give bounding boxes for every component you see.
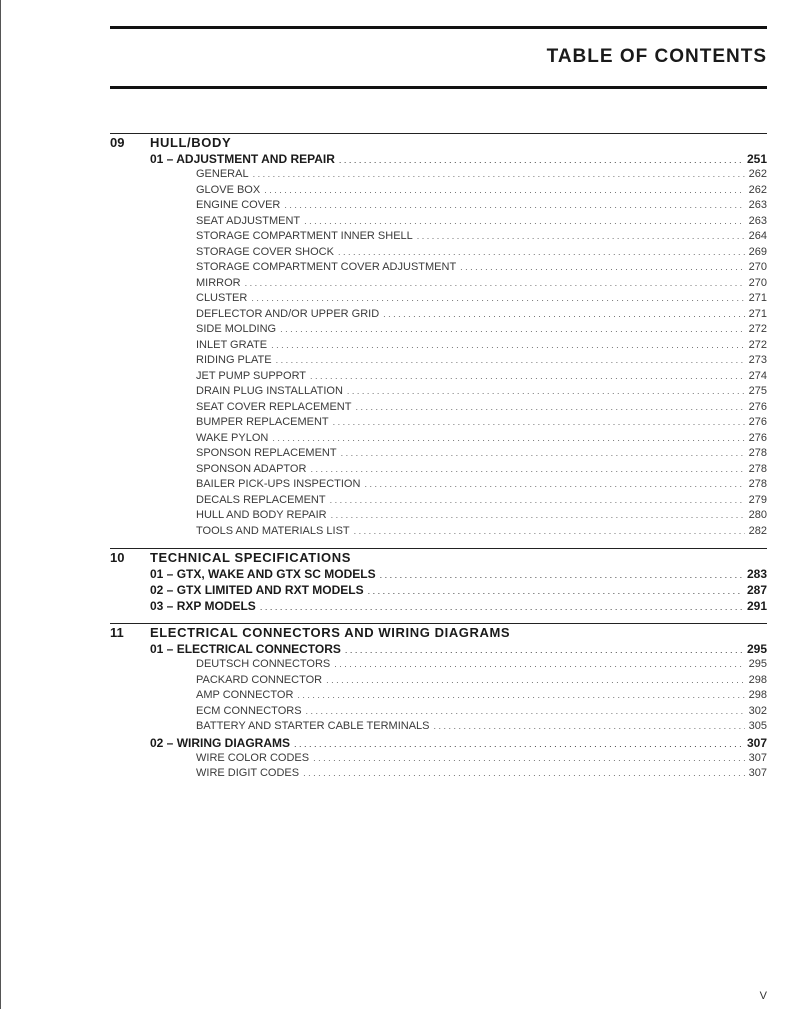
subsection-page-number: 278 <box>748 462 767 475</box>
subsection-label: ENGINE COVER <box>196 199 281 211</box>
subsection-label: SPONSON ADAPTOR <box>196 462 307 475</box>
chapter-label: 01 – GTX, WAKE AND GTX SC MODELS <box>150 567 376 581</box>
subsection-page-number: 307 <box>748 767 767 779</box>
subsection-label: SIDE MOLDING <box>196 323 277 335</box>
dot-leader <box>434 719 745 735</box>
subsection-label: SEAT COVER REPLACEMENT <box>196 400 352 413</box>
dot-leader <box>251 291 744 307</box>
subsection-entry[interactable] <box>196 673 767 689</box>
toc-section <box>110 133 767 539</box>
subsection-label: BAILER PICK-UPS INSPECTION <box>196 478 361 490</box>
subsection-entry[interactable] <box>196 260 767 276</box>
subsection-entry[interactable] <box>196 167 767 183</box>
subsection-label: WIRE COLOR CODES <box>196 751 310 764</box>
subsection-entry[interactable] <box>196 477 767 493</box>
subsection-entry[interactable] <box>196 508 767 524</box>
subsection-page-number: 271 <box>748 307 767 320</box>
dot-leader <box>331 508 745 524</box>
section-heading <box>110 135 767 151</box>
subsection-entry[interactable] <box>196 493 767 509</box>
subsection-page-number: 279 <box>748 493 767 506</box>
dot-leader <box>368 583 743 599</box>
header-bottom-rule <box>110 86 767 89</box>
subsection-label: TOOLS AND MATERIALS LIST <box>196 524 350 537</box>
dot-leader <box>417 229 745 245</box>
subsection-page-number: 262 <box>748 183 767 196</box>
subsection-entry[interactable] <box>196 214 767 230</box>
section-number: 09 <box>110 135 125 150</box>
subsection-page-number: 298 <box>748 689 767 701</box>
subsection-entry[interactable] <box>196 688 767 704</box>
subsection-page-number: 262 <box>748 168 767 180</box>
chapter-entry[interactable] <box>150 641 767 657</box>
subsection-entry[interactable] <box>196 276 767 292</box>
subsection-entry[interactable] <box>196 751 767 767</box>
chapter-entry[interactable] <box>150 151 767 167</box>
toc-section <box>110 548 767 614</box>
dot-leader <box>347 384 745 400</box>
chapter-entry[interactable] <box>150 598 767 614</box>
subsection-page-number: 270 <box>748 261 767 273</box>
subsection-entry[interactable] <box>196 307 767 323</box>
subsection-label: GLOVE BOX <box>196 183 261 196</box>
subsection-entry[interactable] <box>196 704 767 720</box>
dot-leader <box>460 260 744 276</box>
subsection-label: STORAGE COMPARTMENT COVER ADJUSTMENT <box>196 261 457 273</box>
chapter-page-number: 287 <box>746 583 767 597</box>
dot-leader <box>341 446 745 462</box>
subsection-entry[interactable] <box>196 719 767 735</box>
chapter-page-number: 251 <box>746 152 767 166</box>
subsection-label: ECM CONNECTORS <box>196 704 302 717</box>
chapter-label: 01 – ADJUSTMENT AND REPAIR <box>150 152 335 166</box>
dot-leader <box>260 599 743 615</box>
dot-leader <box>380 567 743 583</box>
chapter-entry[interactable] <box>150 566 767 582</box>
subsection-page-number: 274 <box>748 369 767 382</box>
page-edge-line <box>0 0 1 1009</box>
dot-leader <box>383 307 744 323</box>
dot-leader <box>339 152 743 168</box>
subsection-label: RIDING PLATE <box>196 354 272 366</box>
dot-leader <box>276 353 745 369</box>
subsection-page-number: 264 <box>748 230 767 242</box>
section-heading <box>110 550 767 566</box>
table-of-contents <box>110 133 767 791</box>
dot-leader <box>334 657 744 673</box>
chapter-entry[interactable] <box>150 582 767 598</box>
subsection-entry[interactable] <box>196 198 767 214</box>
dot-leader <box>245 276 745 292</box>
subsection-entry[interactable] <box>196 291 767 307</box>
dot-leader <box>354 524 745 540</box>
subsection-entry[interactable] <box>196 338 767 354</box>
subsection-page-number: 282 <box>748 524 767 537</box>
subsection-label: MIRROR <box>196 276 241 289</box>
dot-leader <box>280 322 745 338</box>
subsection-label: WIRE DIGIT CODES <box>196 767 300 779</box>
subsection-label: PACKARD CONNECTOR <box>196 673 323 686</box>
chapter-label: 02 – GTX LIMITED AND RXT MODELS <box>150 583 364 597</box>
dot-leader <box>272 431 744 447</box>
dot-leader <box>303 766 745 782</box>
dot-leader <box>345 642 743 658</box>
subsection-label: JET PUMP SUPPORT <box>196 369 307 382</box>
subsection-page-number: 295 <box>748 658 767 670</box>
header-top-rule <box>110 26 767 29</box>
dot-leader <box>326 673 745 689</box>
chapter-page-number: 283 <box>746 567 767 581</box>
dot-leader <box>355 400 744 416</box>
subsection-entry[interactable] <box>196 524 767 540</box>
subsection-label: DEFLECTOR AND/OR UPPER GRID <box>196 307 380 320</box>
subsection-entry[interactable] <box>196 431 767 447</box>
dot-leader <box>271 338 745 354</box>
subsection-page-number: 302 <box>748 704 767 717</box>
subsection-entry[interactable] <box>196 353 767 369</box>
dot-leader <box>364 477 744 493</box>
chapter-page-number: 295 <box>746 642 767 656</box>
subsection-label: DECALS REPLACEMENT <box>196 493 326 506</box>
subsection-page-number: 307 <box>748 751 767 764</box>
subsection-label: SPONSON REPLACEMENT <box>196 447 337 459</box>
subsection-page-number: 276 <box>748 431 767 444</box>
subsection-page-number: 298 <box>748 673 767 686</box>
chapter-label: 03 – RXP MODELS <box>150 599 256 613</box>
subsection-label: STORAGE COMPARTMENT INNER SHELL <box>196 230 413 242</box>
subsection-entry[interactable] <box>196 183 767 199</box>
subsection-entry[interactable] <box>196 229 767 245</box>
subsection-page-number: 278 <box>748 478 767 490</box>
subsection-label: BATTERY AND STARTER CABLE TERMINALS <box>196 720 430 732</box>
subsection-entry[interactable] <box>196 415 767 431</box>
section-title: ELECTRICAL CONNECTORS AND WIRING DIAGRAMS <box>150 625 511 640</box>
subsection-page-number: 276 <box>748 416 767 428</box>
subsection-page-number: 270 <box>748 276 767 289</box>
subsection-label: WAKE PYLON <box>196 431 269 444</box>
subsection-label: SEAT ADJUSTMENT <box>196 214 301 227</box>
subsection-page-number: 263 <box>748 214 767 227</box>
subsection-entry[interactable] <box>196 384 767 400</box>
subsection-page-number: 271 <box>748 292 767 304</box>
chapter-label: 01 – ELECTRICAL CONNECTORS <box>150 642 341 656</box>
section-number: 10 <box>110 550 125 565</box>
subsection-entry[interactable] <box>196 322 767 338</box>
page-title: TABLE OF CONTENTS <box>546 46 767 67</box>
subsection-label: BUMPER REPLACEMENT <box>196 416 329 428</box>
section-number: 11 <box>110 625 124 640</box>
subsection-page-number: 276 <box>748 400 767 413</box>
subsection-label: DRAIN PLUG INSTALLATION <box>196 385 343 397</box>
subsection-page-number: 305 <box>748 720 767 732</box>
dot-leader <box>297 688 744 704</box>
dot-leader <box>330 493 745 509</box>
subsection-label: AMP CONNECTOR <box>196 689 294 701</box>
dot-leader <box>310 462 744 478</box>
subsection-label: GENERAL <box>196 168 249 180</box>
section-heading <box>110 625 767 641</box>
subsection-page-number: 280 <box>748 509 767 521</box>
subsection-page-number: 275 <box>748 385 767 397</box>
dot-leader <box>253 167 745 183</box>
subsection-label: DEUTSCH CONNECTORS <box>196 658 331 670</box>
dot-leader <box>333 415 745 431</box>
section-title: TECHNICAL SPECIFICATIONS <box>150 550 351 565</box>
dot-leader <box>294 736 743 752</box>
subsection-entry[interactable] <box>196 446 767 462</box>
section-title: HULL/BODY <box>150 135 232 150</box>
subsection-label: STORAGE COVER SHOCK <box>196 245 334 258</box>
subsection-entry[interactable] <box>196 369 767 385</box>
dot-leader <box>284 198 744 214</box>
subsection-page-number: 272 <box>748 323 767 335</box>
subsection-label: HULL AND BODY REPAIR <box>196 509 327 521</box>
subsection-entry[interactable] <box>196 245 767 261</box>
toc-section <box>110 623 767 782</box>
subsection-entry[interactable] <box>196 657 767 673</box>
subsection-page-number: 278 <box>748 447 767 459</box>
dot-leader <box>304 214 745 230</box>
subsection-entry[interactable] <box>196 400 767 416</box>
subsection-page-number: 263 <box>748 199 767 211</box>
subsection-page-number: 273 <box>748 354 767 366</box>
chapter-page-number: 291 <box>746 599 767 613</box>
subsection-entry[interactable] <box>196 766 767 782</box>
subsection-page-number: 272 <box>748 338 767 351</box>
dot-leader <box>313 751 745 767</box>
subsection-label: CLUSTER <box>196 292 248 304</box>
dot-leader <box>310 369 745 385</box>
page-number: V <box>759 990 767 1002</box>
dot-leader <box>306 704 745 720</box>
dot-leader <box>264 183 744 199</box>
chapter-label: 02 – WIRING DIAGRAMS <box>150 735 291 750</box>
subsection-entry[interactable] <box>196 462 767 478</box>
subsection-page-number: 269 <box>748 245 767 258</box>
dot-leader <box>338 245 745 261</box>
chapter-page-number: 307 <box>746 735 767 750</box>
chapter-entry[interactable] <box>150 735 767 751</box>
subsection-label: INLET GRATE <box>196 338 268 351</box>
